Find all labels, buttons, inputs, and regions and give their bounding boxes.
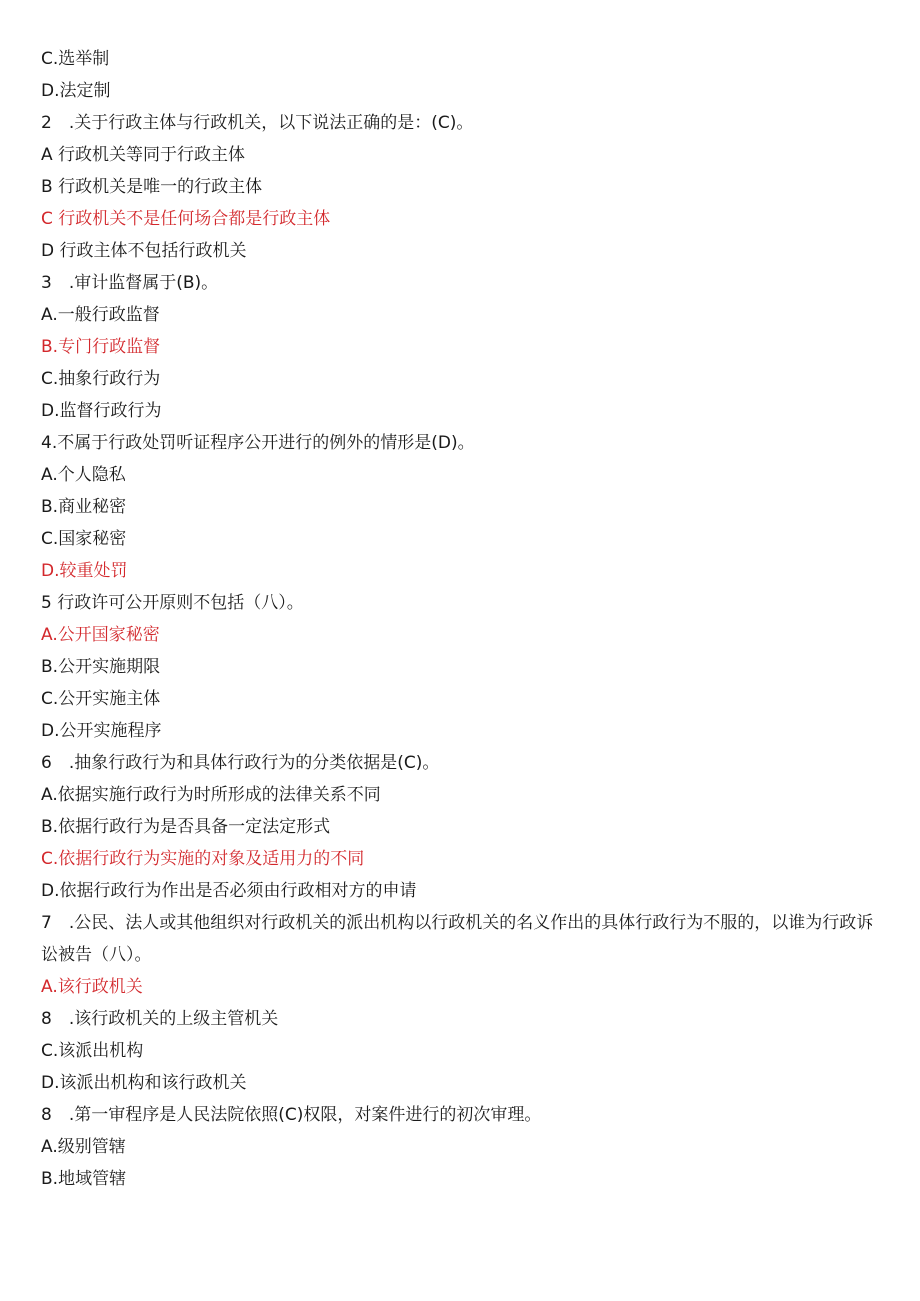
option-line: C.公开实施主体 (41, 689, 161, 709)
question-line: 6 .抽象行政行为和具体行政行为的分类依据是(C)。 (41, 753, 440, 773)
question-line: 7 .公民、法人或其他组织对行政机关的派出机构以行政机关的名义作出的具体行政行为不服的，以谁为行政诉讼被告（八）。 (41, 913, 874, 965)
option-line: C.抽象行政行为 (41, 369, 161, 389)
option-line: B.依据行政行为是否具备一定法定形式 (41, 817, 331, 837)
document-body (41, 43, 881, 1195)
option-line: A.依据实施行政行为时所形成的法律关系不同 (41, 785, 381, 805)
text-line: D.法定制 (41, 81, 111, 101)
question-line: 2 .关于行政主体与行政机关，以下说法正确的是：(C)。 (41, 113, 474, 133)
option-line: B 行政机关是唯一的行政主体 (41, 177, 263, 197)
answer-line: D.较重处罚 (41, 561, 128, 581)
option-line: B.公开实施期限 (41, 657, 161, 677)
answer-line: B.专门行政监督 (41, 337, 161, 357)
answer-line: A.公开国家秘密 (41, 625, 160, 645)
option-line: 8 .该行政机关的上级主管机关 (41, 1009, 279, 1029)
option-line: D.依据行政行为作出是否必须由行政相对方的申请 (41, 881, 417, 901)
option-line: A.级别管辖 (41, 1137, 126, 1157)
question-line: 5 行政许可公开原则不包括（八）。 (41, 593, 304, 613)
answer-line: A.该行政机关 (41, 977, 143, 997)
option-line: D.该派出机构和该行政机关 (41, 1073, 247, 1093)
option-line: C.国家秘密 (41, 529, 127, 549)
option-line: C.该派出机构 (41, 1041, 144, 1061)
text-line: C.选举制 (41, 49, 110, 69)
option-line: D.监督行政行为 (41, 401, 162, 421)
answer-line: C 行政机关不是任何场合都是行政主体 (41, 209, 331, 229)
option-line: A 行政机关等同于行政主体 (41, 145, 246, 165)
option-line: B.商业秘密 (41, 497, 127, 517)
answer-line: C.依据行政行为实施的对象及适用力的不同 (41, 849, 365, 869)
option-line: A.个人隐私 (41, 465, 126, 485)
question-line: 3 .审计监督属于(B)。 (41, 273, 219, 293)
question-line: 4.不属于行政处罚听证程序公开进行的例外的情形是(D)。 (41, 433, 475, 453)
option-line: D.公开实施程序 (41, 721, 162, 741)
option-line: B.地域管辖 (41, 1169, 127, 1189)
question-line: 8 .第一审程序是人民法院依照(C)权限，对案件进行的初次审理。 (41, 1105, 542, 1125)
option-line: A.一般行政监督 (41, 305, 160, 325)
option-line: D 行政主体不包括行政机关 (41, 241, 247, 261)
